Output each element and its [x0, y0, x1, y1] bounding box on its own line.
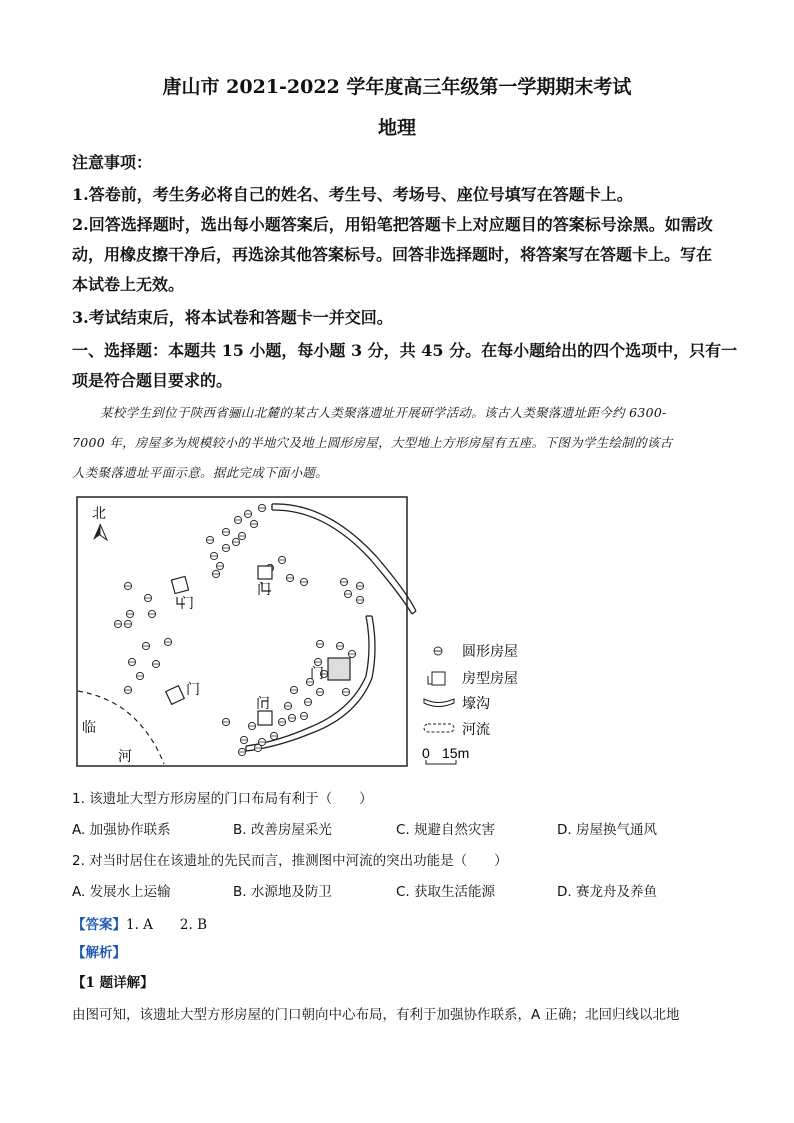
note-1: 1.答卷前，考生务必将自己的姓名、考生号、考场号、座位号填写在答题卡上。 [72, 185, 633, 204]
answer-label: 【答案】 [72, 917, 126, 933]
section-1-heading-cont: 项是符合题目要求的。 [72, 371, 233, 390]
note-2-line-2: 动，用橡皮擦干净后，再选涂其他答案标号。回答非选择题时，将答案写在答题卡上。写在 [72, 245, 713, 264]
north-arrow-icon [93, 524, 100, 540]
square-house [166, 686, 185, 705]
q1-option-b: B. 改善房屋采光 [233, 822, 332, 838]
river-label-2: 河 [118, 748, 132, 764]
passage-line-3: 人类聚落遗址平面示意。据此完成下面小题。 [72, 465, 329, 480]
passage-line-2: 7000 年，房屋多为规模较小的半地穴及地上圆形房屋，大型地上方形房屋有五座。下图为学生绘制的该古 [72, 435, 673, 450]
q2-option-c: C. 获取生活能源 [396, 884, 496, 900]
answer-line [72, 913, 207, 933]
passage-line-1: 某校学生到位于陕西省骊山北麓的某古人类聚落遗址开展研学活动。该古人类聚落遗址距今约 6300- [100, 405, 667, 420]
q1-option-d: D. 房屋换气通风 [557, 822, 657, 838]
scale-zero: 0 [422, 745, 430, 761]
exam-title: 唐山市 2021-2022 学年度高三年级第一学期期末考试 [162, 76, 632, 98]
note-3: 3.考试结束后，将本试卷和答题卡一并交回。 [72, 308, 393, 327]
square-house [171, 576, 188, 593]
note-2-line-3: 本试卷上无效。 [72, 275, 185, 294]
door-label: 门 [310, 665, 324, 681]
notes-heading: 注意事项： [72, 153, 153, 172]
detail-label: 【1 题详解】 [72, 975, 154, 991]
legend [422, 643, 518, 764]
door-label: 门 [257, 581, 271, 597]
q2-option-d: D. 赛龙舟及养鱼 [557, 884, 657, 900]
subject-title: 地理 [377, 117, 416, 139]
question-2: 2. 对当时居住在该遗址的先民而言，推测图中河流的突出功能是（ ） [72, 853, 508, 869]
answer-values: 1. A 2. B [126, 917, 208, 933]
analysis-label: 【解析】 [72, 945, 126, 961]
north-label: 北 [92, 505, 106, 521]
q2-option-a: A. 发展水上运输 [72, 884, 171, 900]
river-label-1: 临 [82, 719, 96, 735]
section-1-heading: 一、选择题：本题共 15 小题，每小题 3 分，共 45 分。在每小题给出的四个选项中，只有一 [72, 341, 738, 360]
square-house [258, 711, 272, 725]
door-label: 门 [256, 695, 270, 711]
q1-option-a: A. 加强协作联系 [72, 822, 171, 838]
question-1: 1. 该遗址大型方形房屋的门口布局有利于（ ） [72, 791, 373, 807]
q1-option-c: C. 规避自然灾害 [396, 822, 496, 838]
note-2-line-1: 2.回答选择题时，选出每小题答案后，用铅笔把答题卡上对应题目的答案标号涂黑。如需改 [72, 215, 713, 234]
square-house [258, 566, 272, 579]
door-label: 门 [186, 681, 200, 697]
analysis-text: 由图可知，该遗址大型方形房屋的门口朝向中心布局，有利于加强协作联系，A 正确；北回归线以北地 [72, 1007, 680, 1023]
scale-length: 15m [442, 745, 470, 761]
settlement-map [76, 496, 536, 772]
door-label: 门 [180, 595, 194, 611]
legend-round-house: 圆形房屋 [462, 643, 518, 659]
q2-option-b: B. 水源地及防卫 [233, 884, 332, 900]
legend-river: 河流 [462, 721, 490, 737]
round-houses [114, 504, 363, 755]
legend-moat: 壕沟 [462, 695, 490, 711]
legend-square-house: 房型房屋 [462, 670, 518, 686]
square-house [328, 658, 350, 680]
